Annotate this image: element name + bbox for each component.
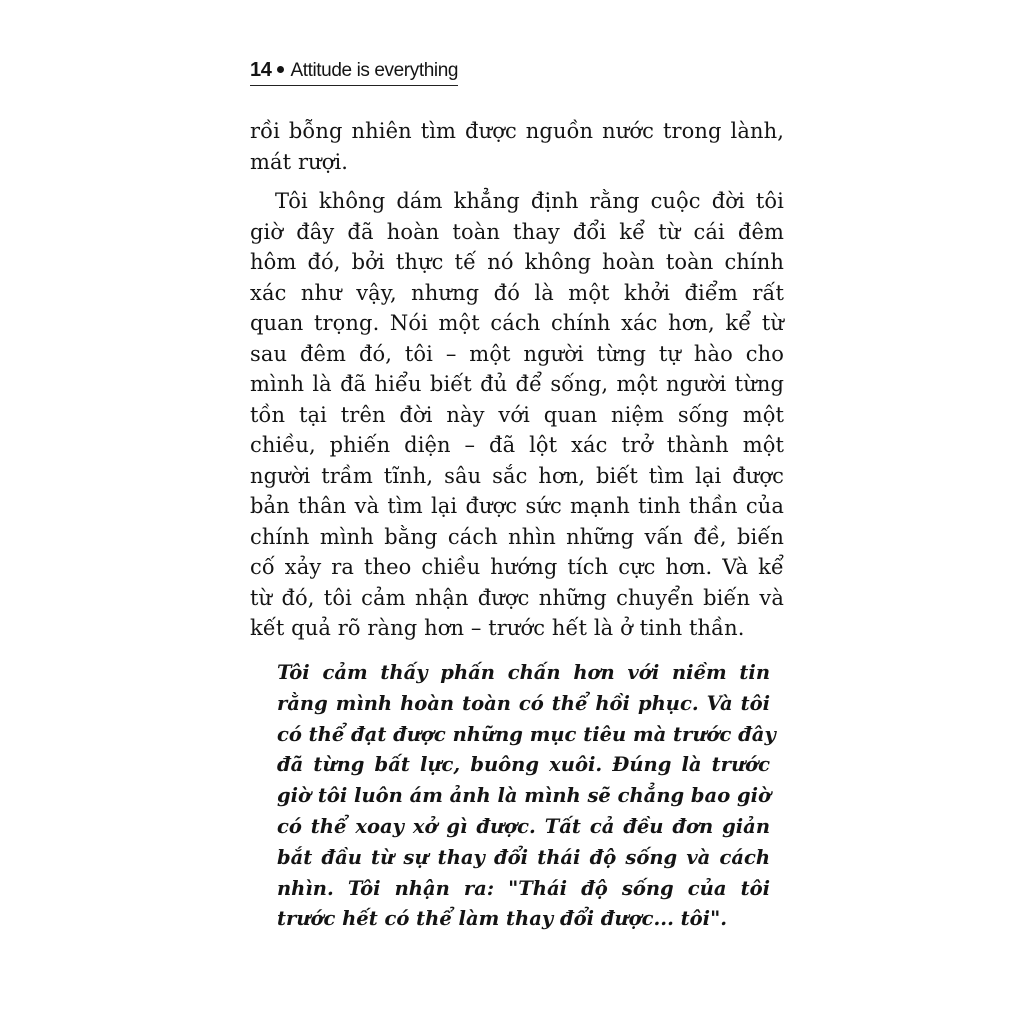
italic-quote-block (277, 658, 776, 935)
text-line: rồi bỗng nhiên tìm được nguồn nước trong lành, (250, 119, 784, 143)
book-title: Attitude is everything (290, 60, 459, 81)
text-line: chính mình bằng cách nhìn những vấn đề, biến (250, 524, 784, 549)
quote-line: có thể đạt được những mục tiêu mà trước đây (277, 722, 776, 746)
page-number: 14 (250, 59, 272, 81)
bullet-icon (277, 66, 284, 73)
text-line: chiều, phiến diện – đã lột xác trở thành một (250, 433, 784, 457)
text-line: quan trọng. Nói một cách chính xác hơn, kể từ (250, 311, 784, 335)
quote-line: trước hết có thể làm thay đổi được... tôi". (277, 907, 728, 931)
text-line: cố xảy ra theo chiều hướng tích cực hơn. Và kể (250, 555, 784, 579)
text-line: sau đêm đó, tôi – một người từng tự hào cho (250, 341, 784, 366)
text-line: Tôi không dám khẳng định rằng cuộc đời tôi (275, 189, 784, 213)
text-line: tồn tại trên đời này với quan niệm sống một (250, 402, 784, 427)
running-header (250, 58, 458, 86)
quote-line: đã từng bất lực, buông xuôi. Đúng là trước (277, 753, 770, 777)
quote-line: có thể xoay xở gì được. Tất cả đều đơn giản (277, 814, 770, 838)
text-line: người trầm tĩnh, sâu sắc hơn, biết tìm lại được (250, 463, 784, 488)
text-line: xác như vậy, nhưng đó là một khởi điểm rất (250, 280, 784, 305)
quote-line: giờ tôi luôn ám ảnh là mình sẽ chẳng bao giờ (277, 784, 772, 808)
text-line: mát rượi. (250, 149, 349, 174)
quote-line: Tôi cảm thấy phấn chấn hơn với niềm tin (277, 661, 770, 684)
quote-line: bắt đầu từ sự thay đổi thái độ sống và cách (277, 845, 770, 869)
text-line: mình là đã hiểu biết đủ để sống, một người từng (250, 372, 784, 396)
paragraph-1 (250, 116, 784, 177)
quote-line: nhìn. Tôi nhận ra: "Thái độ sống của tôi (277, 876, 770, 900)
text-line: bản thân và tìm lại được sức mạnh tinh thần của (250, 494, 784, 518)
text-line: kết quả rõ ràng hơn – trước hết là ở tinh thần. (250, 616, 745, 640)
paragraph-2 (250, 186, 784, 644)
text-line: hôm đó, bởi thực tế nó không hoàn toàn chính (250, 250, 784, 274)
text-line: từ đó, tôi cảm nhận được những chuyển biến và (250, 585, 784, 610)
quote-line: rằng mình hoàn toàn có thể hồi phục. Và tôi (277, 691, 770, 715)
text-line: giờ đây đã hoàn toàn thay đổi kể từ cái đêm (250, 219, 784, 244)
